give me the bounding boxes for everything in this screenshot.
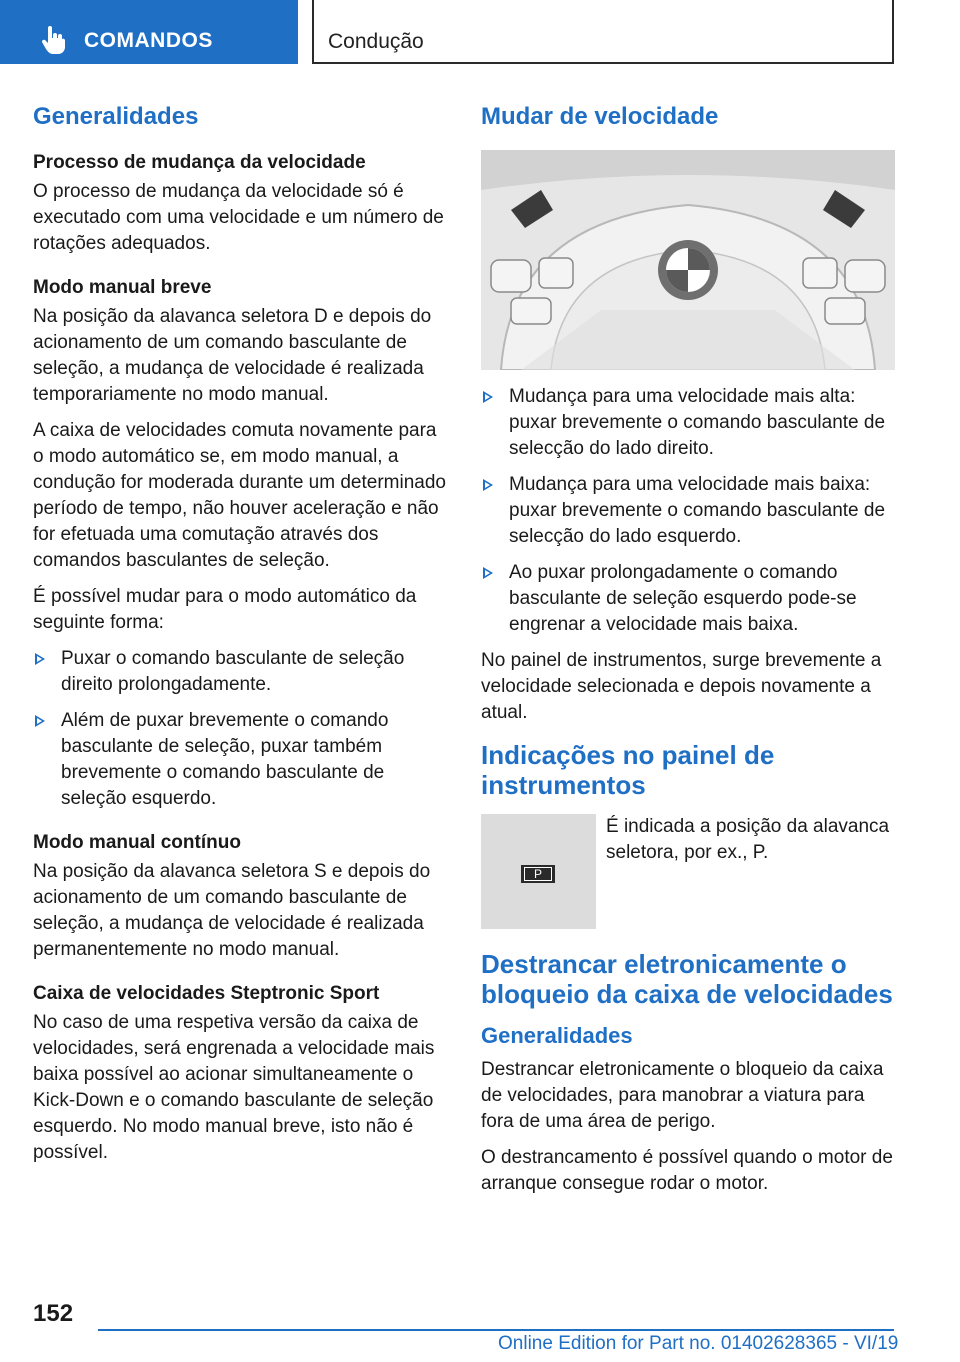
para-manual-brief-1: Na posição da alavanca seletora D e depois do acionamento de um comando basculante de seleção, a mudança de velocidade é realizada temporariamente no modo manual. <box>33 306 432 405</box>
triangle-bullet-icon <box>483 479 493 491</box>
park-indicator-icon: P <box>521 865 555 883</box>
para-manual-brief-3: É possível mudar para o modo automático da seguinte forma: <box>33 586 417 633</box>
title-electronic-unlock: Destrancar eletronicamente o bloqueio da caixa de velocidades <box>481 949 893 1009</box>
section-shift-process <box>33 150 447 257</box>
footer-divider <box>98 1329 894 1331</box>
steering-wheel-illustration <box>481 150 895 370</box>
left-column <box>33 102 447 1184</box>
page-number: 152 <box>33 1300 74 1327</box>
title-instrument-indications: Indicações no painel de instrumentos <box>481 740 775 800</box>
para-shift-process: O processo de mudança da velocidade só é executado com uma velocidade e um número de rotações adequados. <box>33 181 444 254</box>
para-manual-continuous: Na posição da alavanca seletora S e depois do acionamento de um comando basculante de seleção, a mudança de velocidade é realizada permanentemente no modo manual. <box>33 861 431 960</box>
heading-manual-brief: Modo manual breve <box>33 277 212 298</box>
triangle-bullet-icon <box>35 653 45 665</box>
list-item: Ao puxar prolongadamente o comando basculante de seleção esquerdo pode-se engrenar a velocidade mais baixa. <box>481 560 895 638</box>
para-steptronic-sport: No caso de uma respetiva versão da caixa de velocidades, será engrenada a velocidade mais baixa possível ao acionar simultaneamente o Kick-Down e o comando basculante de seleção esquerdo. No modo manual breve, isto não é possível. <box>33 1012 435 1163</box>
list-item: Além de puxar brevemente o comando basculante de seleção, puxar também brevemente o comando basculante de seleção esquerdo. <box>33 708 447 812</box>
section-steptronic-sport <box>33 981 447 1166</box>
para-instrument-display: No painel de instrumentos, surge brevemente a velocidade selecionada e depois novamente a atual. <box>481 650 882 723</box>
heading-steptronic-sport: Caixa de velocidades Steptronic Sport <box>33 983 380 1004</box>
chapter-label: COMANDOS <box>84 29 213 52</box>
hand-pointer-icon <box>40 26 66 54</box>
subtitle-general: Generalidades <box>481 1023 633 1048</box>
list-item: Mudança para uma velocidade mais baixa: puxar brevemente o comando basculante de selecção do lado esquerdo. <box>481 472 895 550</box>
heading-manual-continuous: Modo manual contínuo <box>33 832 241 853</box>
section-manual-brief <box>33 275 447 812</box>
section-manual-continuous <box>33 830 447 963</box>
triangle-bullet-icon <box>483 567 493 579</box>
left-title: Generalidades <box>33 103 199 130</box>
heading-shift-process: Processo de mudança da velocidade <box>33 152 366 173</box>
triangle-bullet-icon <box>483 391 493 403</box>
para-unlock-1: Destrancar eletronicamente o bloqueio da caixa de velocidades, para manobrar a viatura para fora de uma área de perigo. <box>481 1059 884 1132</box>
indicator-block <box>481 814 895 929</box>
list-change-gear <box>481 384 895 638</box>
indicator-text: É indicada a posição da alavanca seletora, por ex., P. <box>606 816 890 863</box>
list-item: Puxar o comando basculante de seleção direito prolongadamente. <box>33 646 447 698</box>
right-title: Mudar de velocidade <box>481 103 719 130</box>
list-item: Mudança para uma velocidade mais alta: puxar brevemente o comando basculante de selecção do lado direito. <box>481 384 895 462</box>
triangle-bullet-icon <box>35 715 45 727</box>
list-manual-brief <box>33 646 447 812</box>
selector-position-indicator <box>481 814 596 929</box>
right-column <box>481 102 895 1207</box>
section-label: Condução <box>328 30 424 53</box>
para-unlock-2: O destrancamento é possível quando o motor de arranque consegue rodar o motor. <box>481 1147 893 1194</box>
header-chapter-tab <box>0 0 298 64</box>
para-manual-brief-2: A caixa de velocidades comuta novamente para o modo automático se, em modo manual, a condução for moderada durante um determinado período de tempo, não houver aceleração e não for efetuada uma comutação através dos comandos basculantes de seleção. <box>33 420 446 571</box>
footer-edition: Online Edition for Part no. 01402628365 - VI/19 <box>498 1333 899 1354</box>
header-section-box <box>312 0 894 64</box>
